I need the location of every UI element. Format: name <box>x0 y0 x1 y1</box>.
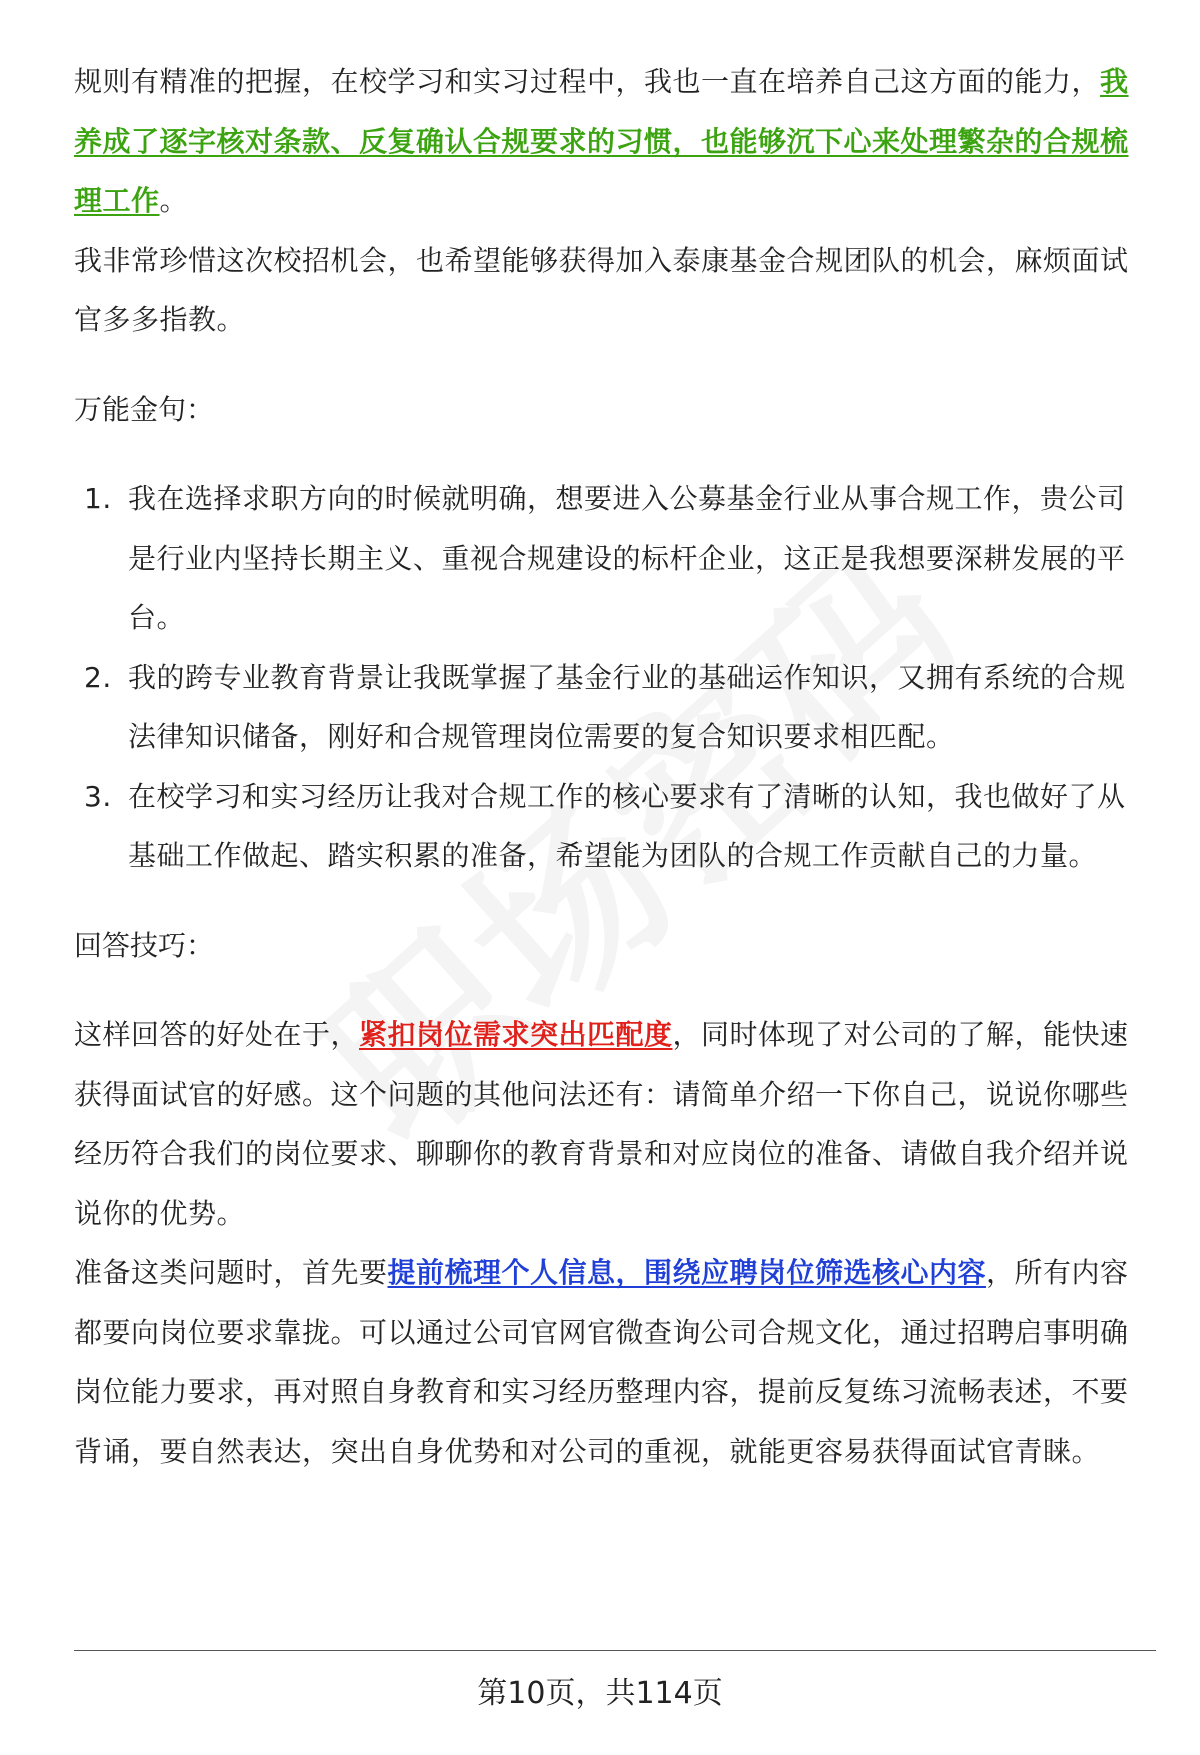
list-text: 在校学习和实习经历让我对合规工作的核心要求有了清晰的认知，我也做好了从基础工作做起、踏实积累的准备，希望能为团队的合规工作贡献自己的力量。 <box>128 779 1126 872</box>
tips-p2-highlight: 提前梳理个人信息，围绕应聘岗位筛选核心内容 <box>387 1256 987 1289</box>
list-item <box>74 469 1148 648</box>
intro-paragraph <box>74 52 1148 231</box>
tips-p1-suffix: ，同时体现了对公司的了解，能快速获得面试官的好感。这个问题的其他问法还有：请简单介绍一下你自己，说说你哪些经历符合我们的岗位要求、聊聊你的教育背景和对应岗位的准备、请做自我介绍并说说你的优势。 <box>74 1018 1129 1230</box>
tips-paragraph-1 <box>74 1005 1148 1243</box>
tips-p1-prefix: 这样回答的好处在于， <box>74 1018 360 1051</box>
intro-highlight: 我养成了逐字核对条款、反复确认合规要求的习惯，也能够沉下心来处理繁杂的合规梳理工作 <box>74 65 1129 217</box>
golden-title: 万能金句： <box>74 392 215 426</box>
closing-paragraph: 我非常珍惜这次校招机会，也希望能够获得加入泰康基金合规团队的机会，麻烦面试官多多指教。 <box>74 243 1129 336</box>
tips-p2-suffix: ，所有内容都要向岗位要求靠拢。可以通过公司官网官微查询公司合规文化，通过招聘启事明确岗位能力要求，再对照自身教育和实习经历整理内容，提前反复练习流畅表述，不要背诵，要自然表达，突出自身优势和对公司的重视，就能更容易获得面试官青睐。 <box>74 1256 1129 1468</box>
list-item <box>74 648 1148 767</box>
list-number: 3. <box>84 779 112 813</box>
list-text: 我的跨专业教育背景让我既掌握了基金行业的基础运作知识，又拥有系统的合规法律知识储备，刚好和合规管理岗位需要的复合知识要求相匹配。 <box>128 660 1126 753</box>
tips-paragraph-2 <box>74 1243 1148 1481</box>
list-text: 我在选择求职方向的时候就明确，想要进入公募基金行业从事合规工作，贵公司是行业内坚持长期主义、重视合规建设的标杆企业，这正是我想要深耕发展的平台。 <box>128 482 1126 634</box>
document-page <box>74 52 1148 1481</box>
list-number: 1. <box>84 482 112 515</box>
intro-text: 规则有精准的把握，在校学习和实习过程中，我也一直在培养自己这方面的能力， <box>74 65 1101 98</box>
list-item <box>74 767 1148 886</box>
intro-suffix: 。 <box>159 184 189 217</box>
footer-divider <box>74 1650 1156 1651</box>
tips-title: 回答技巧： <box>74 928 215 962</box>
page-number: 第10页，共114页 <box>477 1676 723 1711</box>
tips-p2-prefix: 准备这类问题时，首先要 <box>74 1256 388 1289</box>
list-number: 2. <box>84 660 112 694</box>
golden-list <box>74 469 1148 886</box>
tips-p1-highlight: 紧扣岗位需求突出匹配度 <box>359 1018 673 1051</box>
